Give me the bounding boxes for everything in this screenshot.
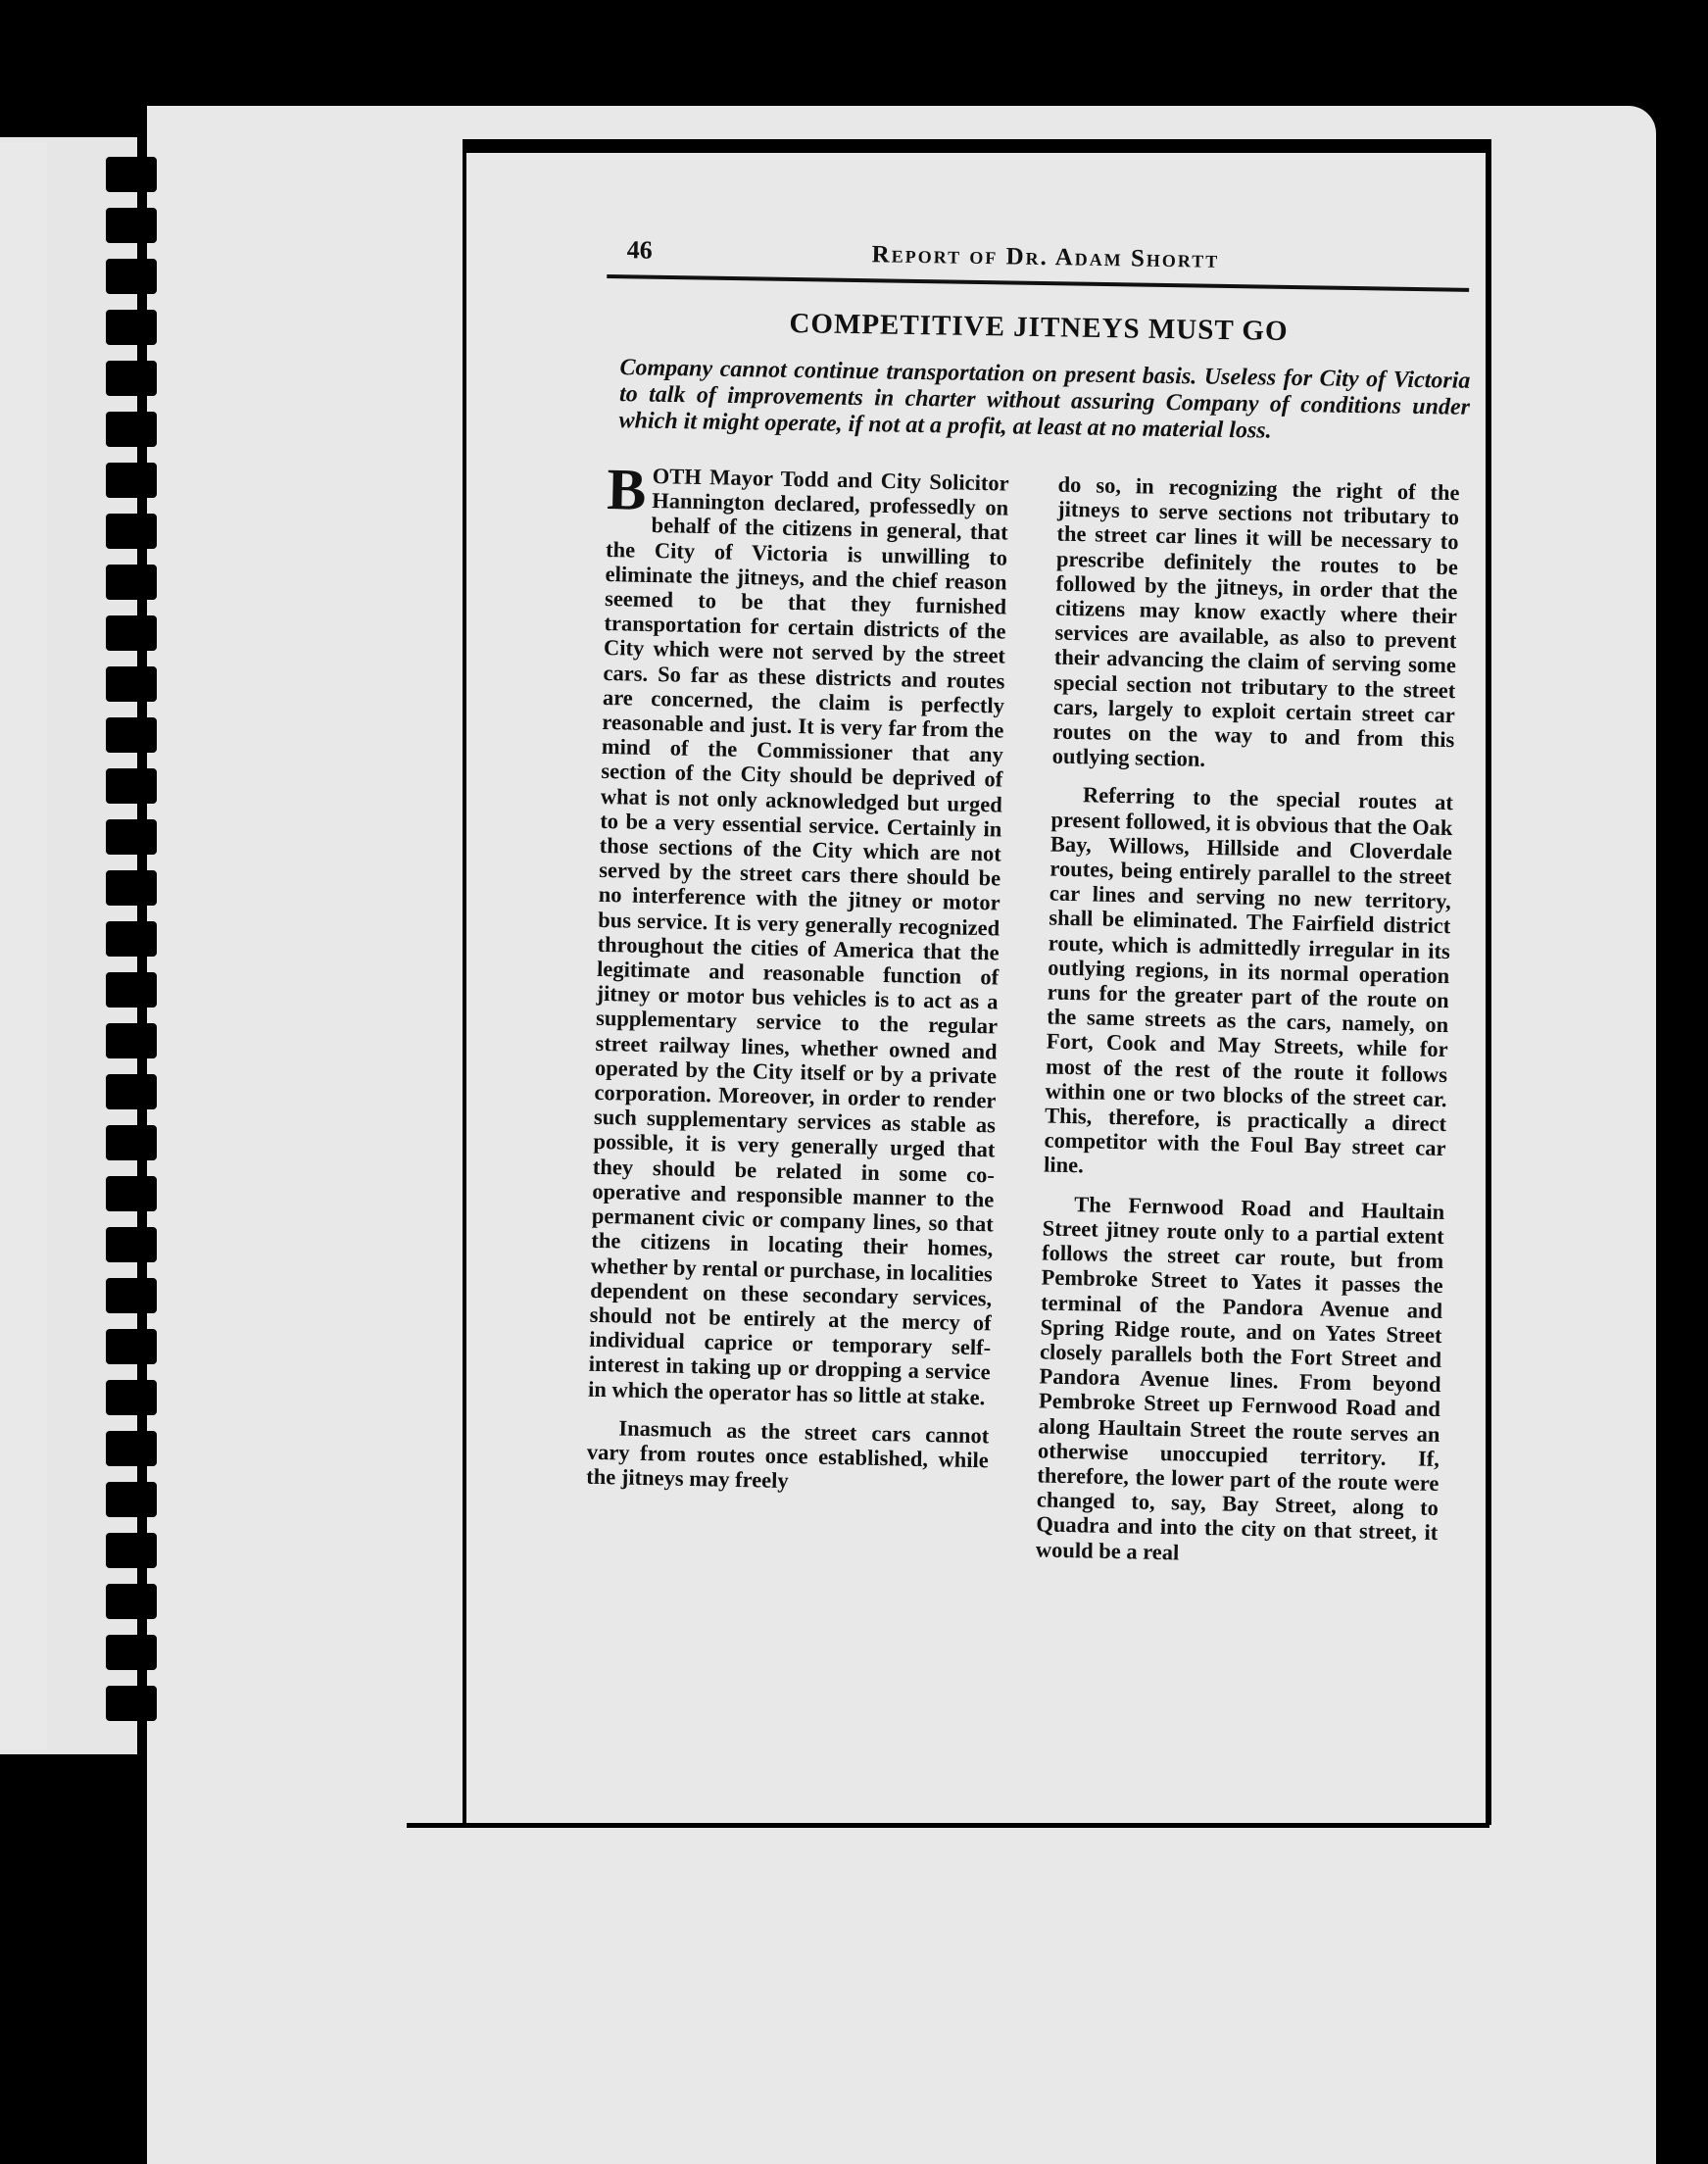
binding-tooth <box>106 1380 157 1415</box>
binding-tooth <box>106 565 157 600</box>
binding-tooth <box>106 972 157 1008</box>
bottom-rule <box>407 1823 1489 1828</box>
binding-tooth <box>106 514 157 549</box>
left-column <box>586 457 1009 1498</box>
binding-tooth <box>106 157 157 192</box>
drop-cap: B <box>606 457 648 522</box>
binding-tooth <box>106 666 157 702</box>
binding-tooth <box>106 1176 157 1211</box>
binding-tooth <box>106 1482 157 1517</box>
binding-tooth <box>106 1533 157 1568</box>
article-summary: Company cannot continue transportation on present basis. Useless for City of Victoria to talk of improvements in charter without assuring Company of conditions under which it might operate, if not at a profit, at least at no material loss. <box>618 355 1471 444</box>
binding-tooth <box>106 615 157 651</box>
binding-tooth <box>106 1125 157 1160</box>
binding-tooth <box>106 1329 157 1364</box>
paragraph: do so, in recognizing the right of the jitneys to serve sections not tributary to the street car lines it will be necessary to prescribe definitely the routes to be followed by the jitneys, in order that the citizens may know exactly where their services are available, as also to prevent their advancing the claim of serving some special section not tributary to the street cars, largely to exploit certain street car routes on the way to and from this outlying section. <box>1051 471 1460 772</box>
page-number: 46 <box>626 235 653 265</box>
binding-tooth <box>106 463 157 498</box>
binding-tooth <box>106 412 157 447</box>
binding-tooth <box>106 1023 157 1058</box>
binding-tooth <box>106 361 157 396</box>
binding-tooth <box>106 921 157 957</box>
binding-tooth <box>106 310 157 345</box>
binding-tooth <box>106 1227 157 1262</box>
running-head <box>607 231 1470 292</box>
page-content <box>586 231 1471 1737</box>
paragraph: Referring to the special routes at present followed, it is obvious that the Oak Bay, Willows, Hillside and Cloverdale routes, being entirely parallel to the street car lines and serving no new territory, shall be eliminated. The Fairfield district route, which is admittedly irregular in its outlying regions, in its normal operation runs for the greater part of the route on the same streets as the cars, namely, on Fort, Cook and May Streets, while for most of the rest of the route it follows within one or two blocks of the street car. This, therefore, is practically a direct competitor with the Foul Bay street car line. <box>1043 782 1454 1178</box>
binding-tooth <box>106 1278 157 1313</box>
binding-tooth <box>106 1584 157 1619</box>
binding-tooth <box>106 208 157 243</box>
spiral-binding <box>106 157 161 1745</box>
left-page-margin <box>0 142 47 1749</box>
binding-tooth <box>106 1635 157 1670</box>
binding-tooth <box>106 1686 157 1721</box>
right-column <box>1036 472 1460 1570</box>
binding-tooth <box>106 1074 157 1109</box>
paragraph-text: OTH Mayor Todd and City Solicitor Hannington declared, professedly on behalf of the citizens in general, that the City of Victoria is unwilling to eliminate the jitneys, and the chief reason seemed to be that they furnished transportation for certain districts of the City which were not served by the street cars. So far as these districts and routes are concerned, the claim is perfectly reasonable and just. It is very far from the mind of the Commissioner that any section of the City should be deprived of what is not only acknowledged but urged to be a very essential service. Certainly in those sections of the City which are not served by the street cars there should be no interference with the jitney or motor bus service. It is very generally recognized throughout the cities of America that the legitimate and reasonable function of jitney or motor bus vehicles is to act as a supplementary service to the regular street railway lines, whether owned and operated by the City itself or by a private corporation. Moreover, in order to render such supplementary services as stable as possible, it is very generally urged that they should be related in some co-operative and responsible manner to the permanent civic or company lines, so that the citizens in locating their homes, whether by rental or purchase, in localities dependent on these secondary services, should not be entirely at the mercy of individual caprice or temporary self-interest in taking up or dropping a service in which the operator has so little at stake. <box>587 463 1009 1409</box>
binding-tooth <box>106 717 157 753</box>
paragraph <box>587 457 1009 1409</box>
binding-tooth <box>106 1431 157 1466</box>
binding-tooth <box>106 259 157 294</box>
article-headline: COMPETITIVE JITNEYS MUST GO <box>789 308 1289 347</box>
paragraph: Inasmuch as the street cars cannot vary from routes once established, while the jitneys may freely <box>586 1415 990 1494</box>
binding-tooth <box>106 768 157 804</box>
running-title: Report of Dr. Adam Shortt <box>871 241 1220 273</box>
binding-tooth <box>106 870 157 906</box>
article-columns <box>581 457 1470 1754</box>
binding-tooth <box>106 819 157 855</box>
paragraph: The Fernwood Road and Haultain Street jitney route only to a partial extent follows the street car route, but from Pembroke Street to Yates it passes the terminal of the Pandora Avenue and Spring Ridge route, and on Yates Street closely parallels both the Fort Street and Pandora Avenue lines. From beyond Pembroke Street up Fernwood Road and along Haultain Street the route serves an otherwise unoccupied territory. If, therefore, the lower part of the route were changed to, say, Bay Street, along to Quadra and into the city on that street, it would be a real <box>1035 1191 1445 1564</box>
